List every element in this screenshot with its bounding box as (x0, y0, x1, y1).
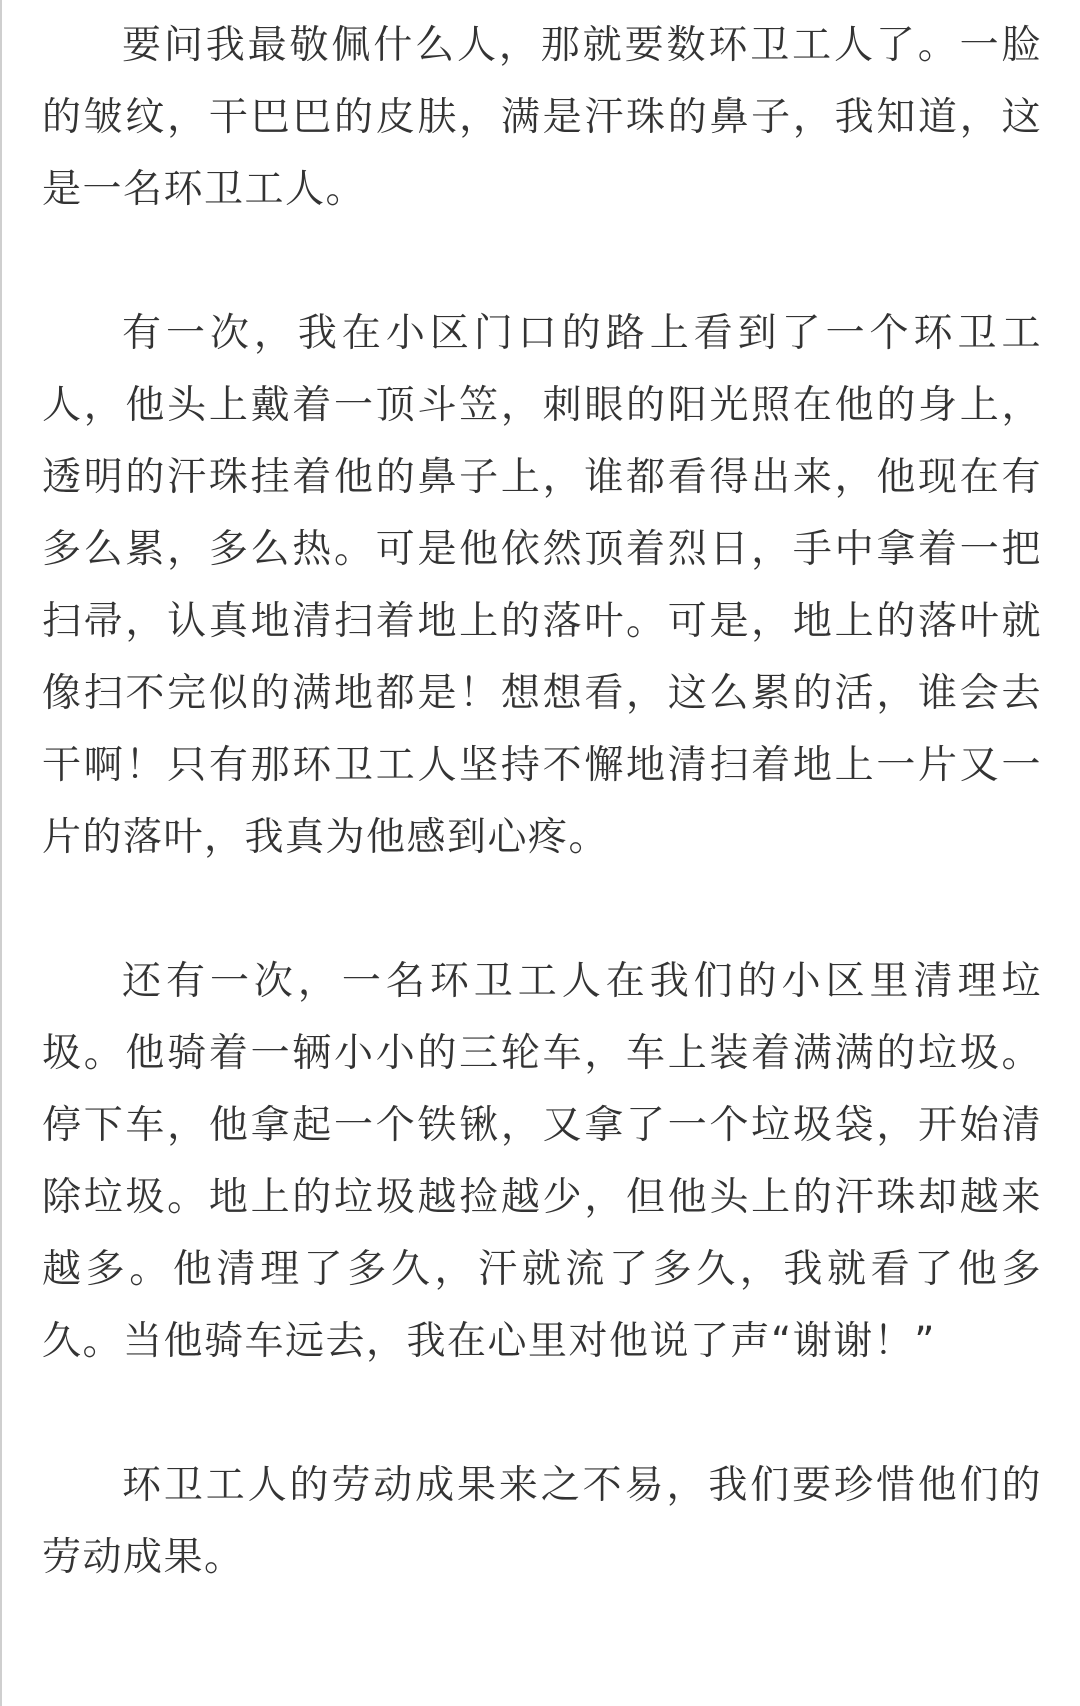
paragraph-1: 要问我最敬佩什么人，那就要数环卫工人了。一脸的皱纹，干巴巴的皮肤，满是汗珠的鼻子，我知道，这是一名环卫工人。 (42, 23, 1042, 212)
paragraph-3: 还有一次，一名环卫工人在我们的小区里清理垃圾。他骑着一辆小小的三轮车，车上装着满满的垃圾。停下车，他拿起一个铁锹，又拿了一个垃圾袋，开始清除垃圾。地上的垃圾越捡越少，但他头上的汗珠却越来越多。他清理了多久，汗就流了多久，我就看了他多久。当他骑车远去，我在心里对他说了声“谢谢！” (42, 959, 1042, 1364)
paragraph-4: 环卫工人的劳动成果来之不易，我们要珍惜他们的劳动成果。 (42, 1463, 1042, 1580)
article-body (42, 10, 1042, 1594)
left-border-line (0, 0, 2, 1706)
paragraph-2: 有一次，我在小区门口的路上看到了一个环卫工人，他头上戴着一顶斗笠，刺眼的阳光照在他的身上，透明的汗珠挂着他的鼻子上，谁都看得出来，他现在有多么累，多么热。可是他依然顶着烈日，手中拿着一把扫帚，认真地清扫着地上的落叶。可是，地上的落叶就像扫不完似的满地都是！想想看，这么累的活，谁会去干啊！只有那环卫工人坚持不懈地清扫着地上一片又一片的落叶，我真为他感到心疼。 (42, 311, 1042, 860)
